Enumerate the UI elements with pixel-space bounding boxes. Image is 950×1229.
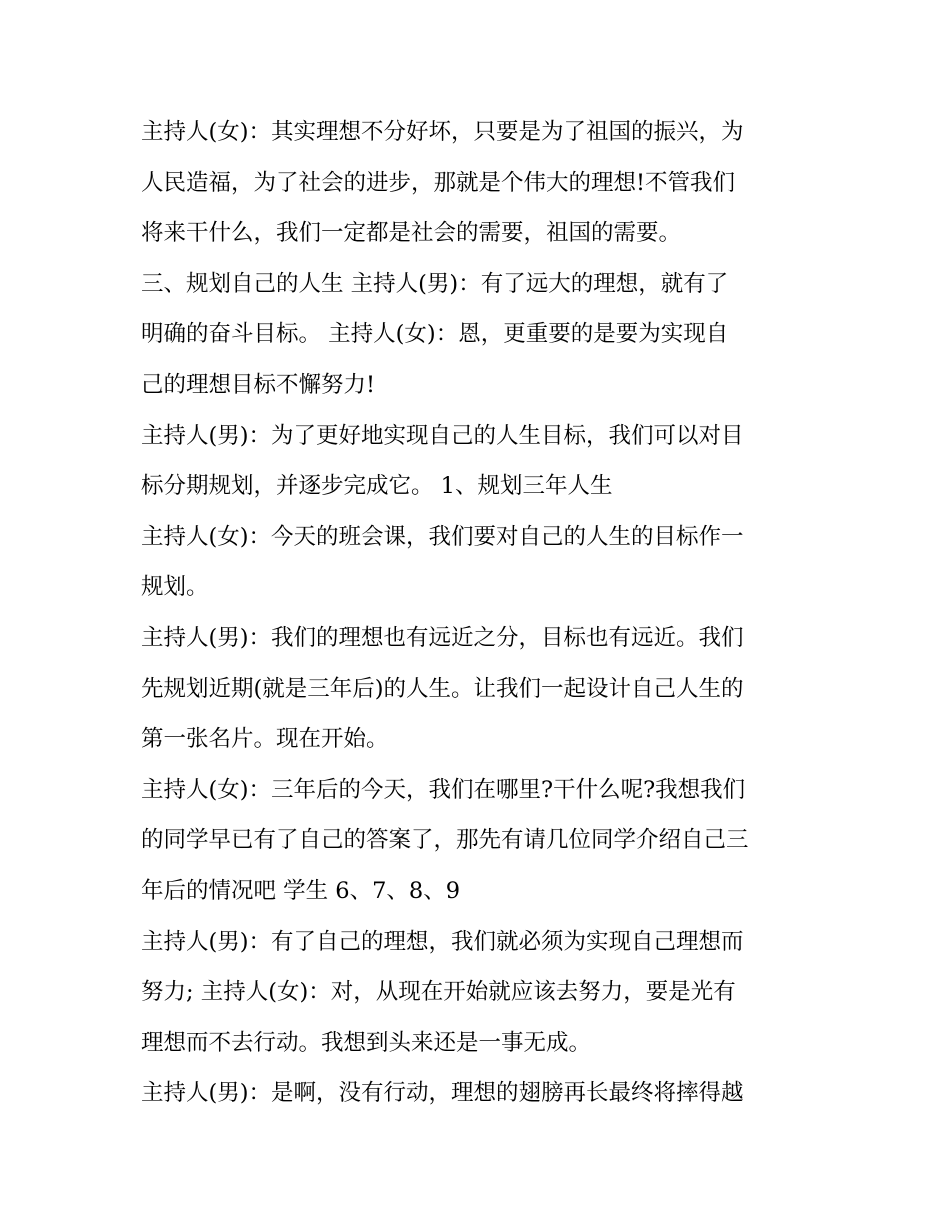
text-line: 主持人(女)：今天的班会课，我们要对自己的人生的目标作一 — [141, 523, 744, 550]
text-line: 主持人(女)：三年后的今天，我们在哪里?干什么呢?我想我们 — [141, 776, 746, 803]
text-line: 理想而不去行动。我想到头来还是一事无成。 — [141, 1029, 592, 1056]
text-line: 主持人(男)：是啊，没有行动，理想的翅膀再长最终将摔得越 — [141, 1080, 744, 1107]
text-line: 将来干什么，我们一定都是社会的需要，祖国的需要。 — [141, 220, 682, 247]
text-line: 三、规划自己的人生 主持人(男)：有了远大的理想，就有了 — [141, 270, 729, 297]
text-line: 第一张名片。现在开始。 — [141, 726, 389, 753]
text-line: 己的理想目标不懈努力! — [141, 371, 376, 398]
text-line: 人民造福，为了社会的进步，那就是个伟大的理想!不管我们 — [141, 169, 736, 196]
text-line: 主持人(男)：我们的理想也有远近之分，目标也有远近。我们 — [141, 624, 744, 651]
text-line: 努力; 主持人(女)：对，从现在开始就应该去努力，要是光有 — [141, 979, 736, 1006]
text-line: 的同学早已有了自己的答案了，那先有请几位同学介绍自己三 — [141, 827, 749, 854]
text-line: 规划。 — [141, 574, 209, 601]
text-line: 先规划近期(就是三年后)的人生。让我们一起设计自己人生的 — [141, 675, 744, 702]
text-line: 主持人(男)：为了更好地实现自己的人生目标，我们可以对目 — [141, 422, 744, 449]
text-line: 主持人(男)：有了自己的理想，我们就必须为实现自己理想而 — [141, 928, 744, 955]
text-line: 明确的奋斗目标。 主持人(女)：恩，更重要的是要为实现自 — [141, 321, 729, 348]
text-line: 标分期规划，并逐步完成它。 1、规划三年人生 — [141, 473, 613, 500]
text-line: 主持人(女)：其实理想不分好坏，只要是为了祖国的振兴，为 — [141, 119, 744, 145]
text-line: 年后的情况吧 学生 6、7、8、9 — [141, 877, 461, 904]
document-body — [141, 107, 831, 1119]
